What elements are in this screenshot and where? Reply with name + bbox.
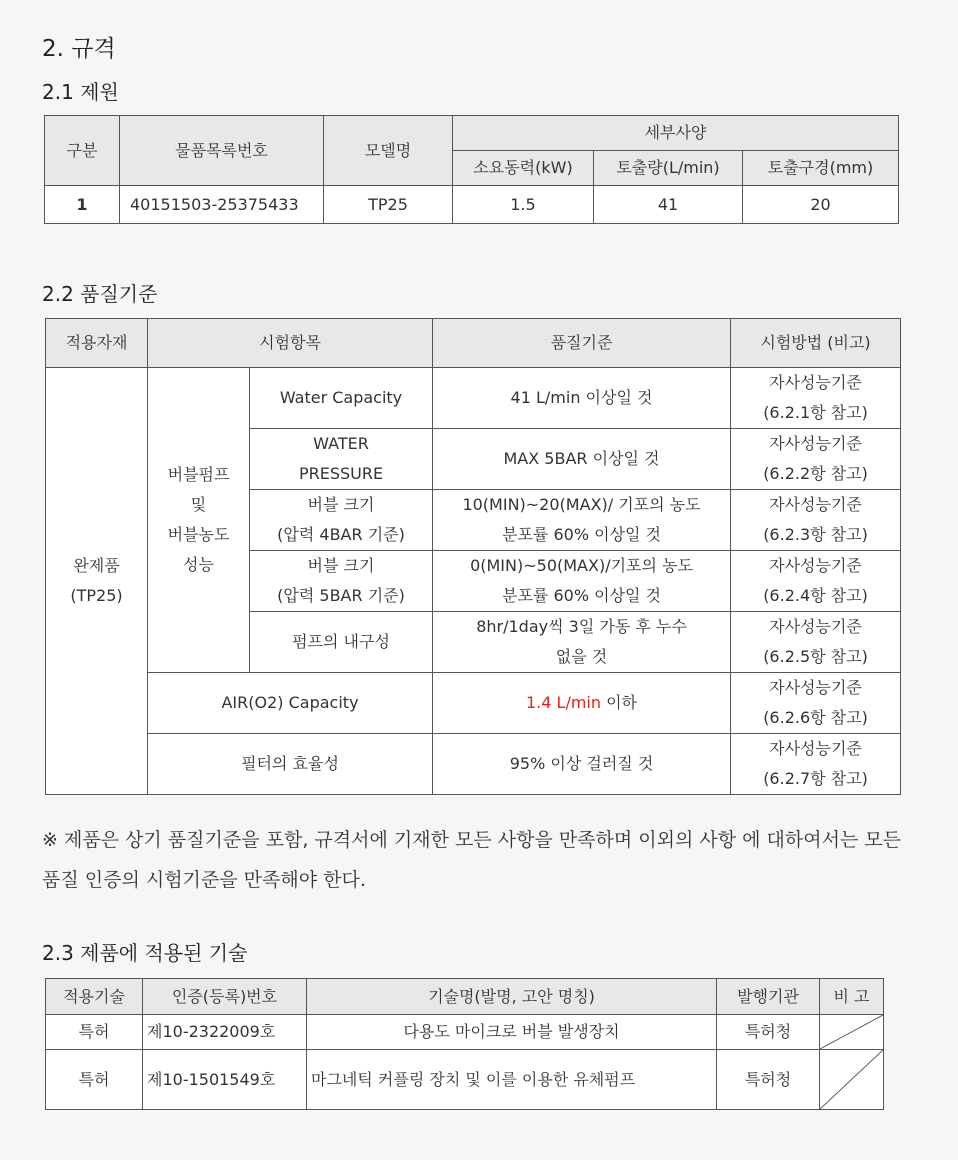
diagonal-slash (820, 1050, 883, 1109)
header-cert: 인증(등록)번호 (143, 979, 307, 1015)
section-title-specifications: 2.1 제원 (42, 80, 119, 104)
header-agency: 발행기관 (717, 979, 820, 1015)
cell-remark-empty (820, 1050, 884, 1110)
air-standard-suffix: 이하 (601, 693, 638, 712)
header-item-number: 물품목록번호 (120, 116, 324, 186)
table-row (46, 1050, 884, 1110)
cell-test-item: WATER PRESSURE (250, 429, 433, 490)
spec-table (44, 115, 899, 224)
cell-method: 자사성능기준 (6.2.6항 참고) (731, 673, 901, 734)
cell-remark-empty (820, 1015, 884, 1050)
cell-method: 자사성능기준 (6.2.1항 참고) (731, 368, 901, 429)
cell-item-number: 40151503-25375433 (120, 186, 324, 224)
header-diameter: 토출구경(mm) (743, 151, 899, 186)
header-tech-name: 기술명(발명, 고안 명칭) (307, 979, 717, 1015)
cell-test-item: 버블 크기 (압력 4BAR 기준) (250, 490, 433, 551)
header-power: 소요동력(kW) (453, 151, 594, 186)
cell-tech: 특허 (46, 1050, 143, 1110)
cell-tech-name: 마그네틱 커플링 장치 및 이를 이용한 유체펌프 (307, 1050, 717, 1110)
cell-air-standard (433, 673, 731, 734)
header-tech: 적용기술 (46, 979, 143, 1015)
table-row (46, 734, 901, 795)
cell-model: TP25 (324, 186, 453, 224)
table-row (45, 186, 899, 224)
section-title-quality: 2.2 품질기준 (42, 282, 158, 306)
cell-standard: 0(MIN)~50(MAX)/기포의 농도 분포률 60% 이상일 것 (433, 551, 731, 612)
table-row (46, 1015, 884, 1050)
cell-category: 1 (45, 186, 120, 224)
cell-method: 자사성능기준 (6.2.7항 참고) (731, 734, 901, 795)
header-standard: 품질기준 (433, 319, 731, 368)
section-title-spec: 2. 규격 (42, 36, 116, 62)
cell-tech: 특허 (46, 1015, 143, 1050)
cell-test-group: 버블펌프 및 버블농도 성능 (148, 368, 250, 673)
header-method: 시험방법 (비고) (731, 319, 901, 368)
cell-test-item: 펌프의 내구성 (250, 612, 433, 673)
cell-air-item: AIR(O2) Capacity (148, 673, 433, 734)
cell-test-item: 버블 크기 (압력 5BAR 기준) (250, 551, 433, 612)
cell-standard: MAX 5BAR 이상일 것 (433, 429, 731, 490)
air-standard-value: 1.4 L/min (526, 693, 602, 712)
cell-method: 자사성능기준 (6.2.3항 참고) (731, 490, 901, 551)
header-model: 모델명 (324, 116, 453, 186)
quality-table (45, 318, 901, 795)
cell-material: 완제품 (TP25) (46, 368, 148, 795)
cell-standard: 10(MIN)~20(MAX)/ 기포의 농도 분포률 60% 이상일 것 (433, 490, 731, 551)
technology-table (45, 978, 884, 1110)
header-remark: 비 고 (820, 979, 884, 1015)
cell-filter-item: 필터의 효율성 (148, 734, 433, 795)
header-material: 적용자재 (46, 319, 148, 368)
cell-agency: 특허청 (717, 1015, 820, 1050)
table-row (46, 673, 901, 734)
header-flow: 토출량(L/min) (594, 151, 743, 186)
cell-cert: 제10-2322009호 (143, 1015, 307, 1050)
section-title-technology: 2.3 제품에 적용된 기술 (42, 941, 248, 965)
cell-tech-name: 다용도 마이크로 버블 발생장치 (307, 1015, 717, 1050)
table-row (46, 368, 901, 429)
cell-standard: 8hr/1day씩 3일 가동 후 누수 없을 것 (433, 612, 731, 673)
diagonal-slash (820, 1015, 883, 1049)
cell-flow: 41 (594, 186, 743, 224)
cell-power: 1.5 (453, 186, 594, 224)
cell-cert: 제10-1501549호 (143, 1050, 307, 1110)
cell-agency: 특허청 (717, 1050, 820, 1110)
cell-method: 자사성능기준 (6.2.4항 참고) (731, 551, 901, 612)
cell-test-item: Water Capacity (250, 368, 433, 429)
header-category: 구분 (45, 116, 120, 186)
cell-diameter: 20 (743, 186, 899, 224)
cell-method: 자사성능기준 (6.2.2항 참고) (731, 429, 901, 490)
cell-method: 자사성능기준 (6.2.5항 참고) (731, 612, 901, 673)
quality-note: ※ 제품은 상기 품질기준을 포함, 규격서에 기재한 모든 사항을 만족하며 이외의 사항 에 대하여서는 모든 품질 인증의 시험기준을 만족해야 한다. (42, 829, 902, 891)
header-detail: 세부사양 (453, 116, 899, 151)
cell-standard: 41 L/min 이상일 것 (433, 368, 731, 429)
cell-filter-standard: 95% 이상 걸러질 것 (433, 734, 731, 795)
header-test-item: 시험항목 (148, 319, 433, 368)
